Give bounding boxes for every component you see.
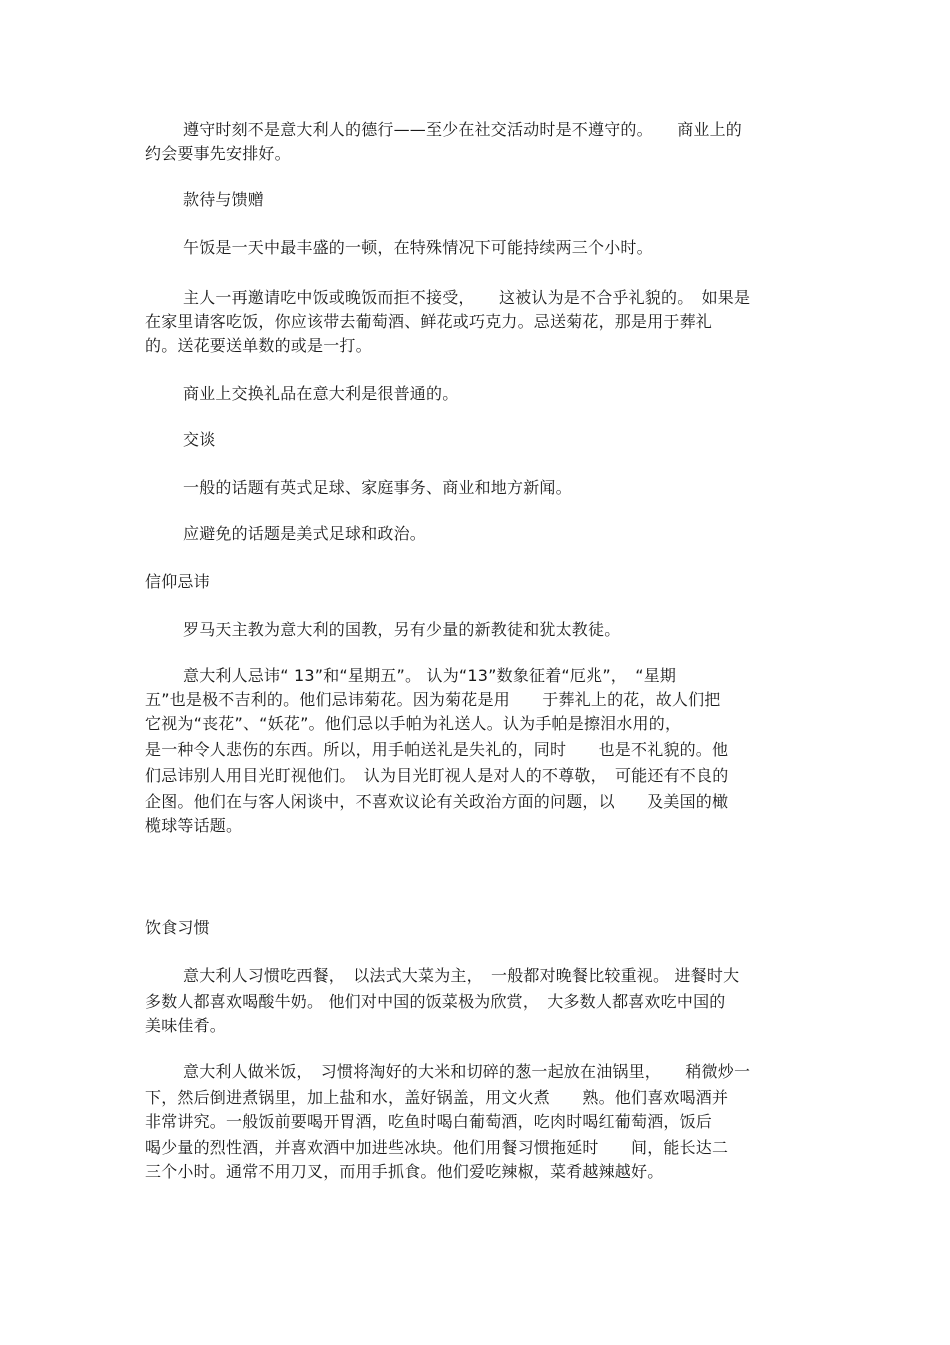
paragraph-line: 榄球等话题。	[145, 816, 243, 835]
section-heading: 款待与馈赠	[183, 190, 265, 209]
paragraph-line: 是一种令人悲伤的东西。所以，用手帕送礼是失礼的，同时 也是不礼貌的。他	[145, 740, 729, 759]
paragraph-line: 遵守时刻不是意大利人的德行——至少在社交活动时是不遵守的。 商业上的	[183, 120, 743, 139]
paragraph-line: 罗马天主教为意大利的国教，另有少量的新教徒和犹太教徒。	[183, 620, 621, 639]
paragraph-line: 意大利人做米饭， 习惯将淘好的大米和切碎的葱一起放在油锅里， 稍微炒一	[183, 1062, 751, 1081]
paragraph-line: 意大利人习惯吃西餐， 以法式大菜为主， 一般都对晚餐比较重视。 进餐时大	[183, 966, 740, 985]
paragraph-line: 商业上交换礼品在意大利是很普通的。	[183, 384, 459, 403]
paragraph-line: 的。送花要送单数的或是一打。	[145, 336, 372, 355]
paragraph-line: 午饭是一天中最丰盛的一顿，在特殊情况下可能持续两三个小时。	[183, 238, 653, 257]
paragraph-line: 意大利人忌讳“ 13”和“星期五”。 认为“13”数象征着“厄兆”， “星期	[183, 666, 677, 685]
paragraph-line: 主人一再邀请吃中饭或晚饭而拒不接受， 这被认为是不合乎礼貌的。 如果是	[183, 288, 751, 307]
paragraph-line: 多数人都喜欢喝酸牛奶。 他们对中国的饭菜极为欣赏， 大多数人都喜欢吃中国的	[145, 992, 726, 1011]
paragraph-line: 三个小时。通常不用刀叉，而用手抓食。他们爱吃辣椒，菜肴越辣越好。	[145, 1162, 664, 1181]
paragraph-line: 企图。他们在与客人闲谈中，不喜欢议论有关政治方面的问题，以 及美国的橄	[145, 792, 729, 811]
paragraph-line: 非常讲究。一般饭前要喝开胃酒，吃鱼时喝白葡萄酒，吃肉时喝红葡萄酒，饭后	[145, 1112, 713, 1131]
paragraph-line: 喝少量的烈性酒，并喜欢酒中加进些冰块。他们用餐习惯拖延时 间，能长达二	[145, 1138, 729, 1157]
paragraph-line: 应避免的话题是美式足球和政治。	[183, 524, 427, 543]
section-heading: 交谈	[183, 430, 216, 449]
paragraph-line: 下，然后倒进煮锅里，加上盐和水，盖好锅盖，用文火煮 熟。他们喜欢喝酒并	[145, 1088, 729, 1107]
paragraph-line: 们忌讳别人用目光盯视他们。 认为目光盯视人是对人的不尊敬， 可能还有不良的	[145, 766, 729, 785]
paragraph-line: 五”也是极不吉利的。他们忌讳菊花。因为菊花是用 于葬礼上的花，故人们把	[145, 690, 721, 709]
paragraph-line: 一般的话题有英式足球、家庭事务、商业和地方新闻。	[183, 478, 572, 497]
paragraph-line: 在家里请客吃饭，你应该带去葡萄酒、鲜花或巧克力。忌送菊花，那是用于葬礼	[145, 312, 713, 331]
section-heading: 信仰忌讳	[145, 572, 210, 591]
paragraph-line: 美味佳肴。	[145, 1016, 227, 1035]
section-heading: 饮食习惯	[145, 918, 210, 937]
paragraph-line: 它视为“丧花”、“妖花”。他们忌以手帕为礼送人。认为手帕是擦泪水用的，	[145, 714, 682, 733]
paragraph-line: 约会要事先安排好。	[145, 144, 291, 163]
